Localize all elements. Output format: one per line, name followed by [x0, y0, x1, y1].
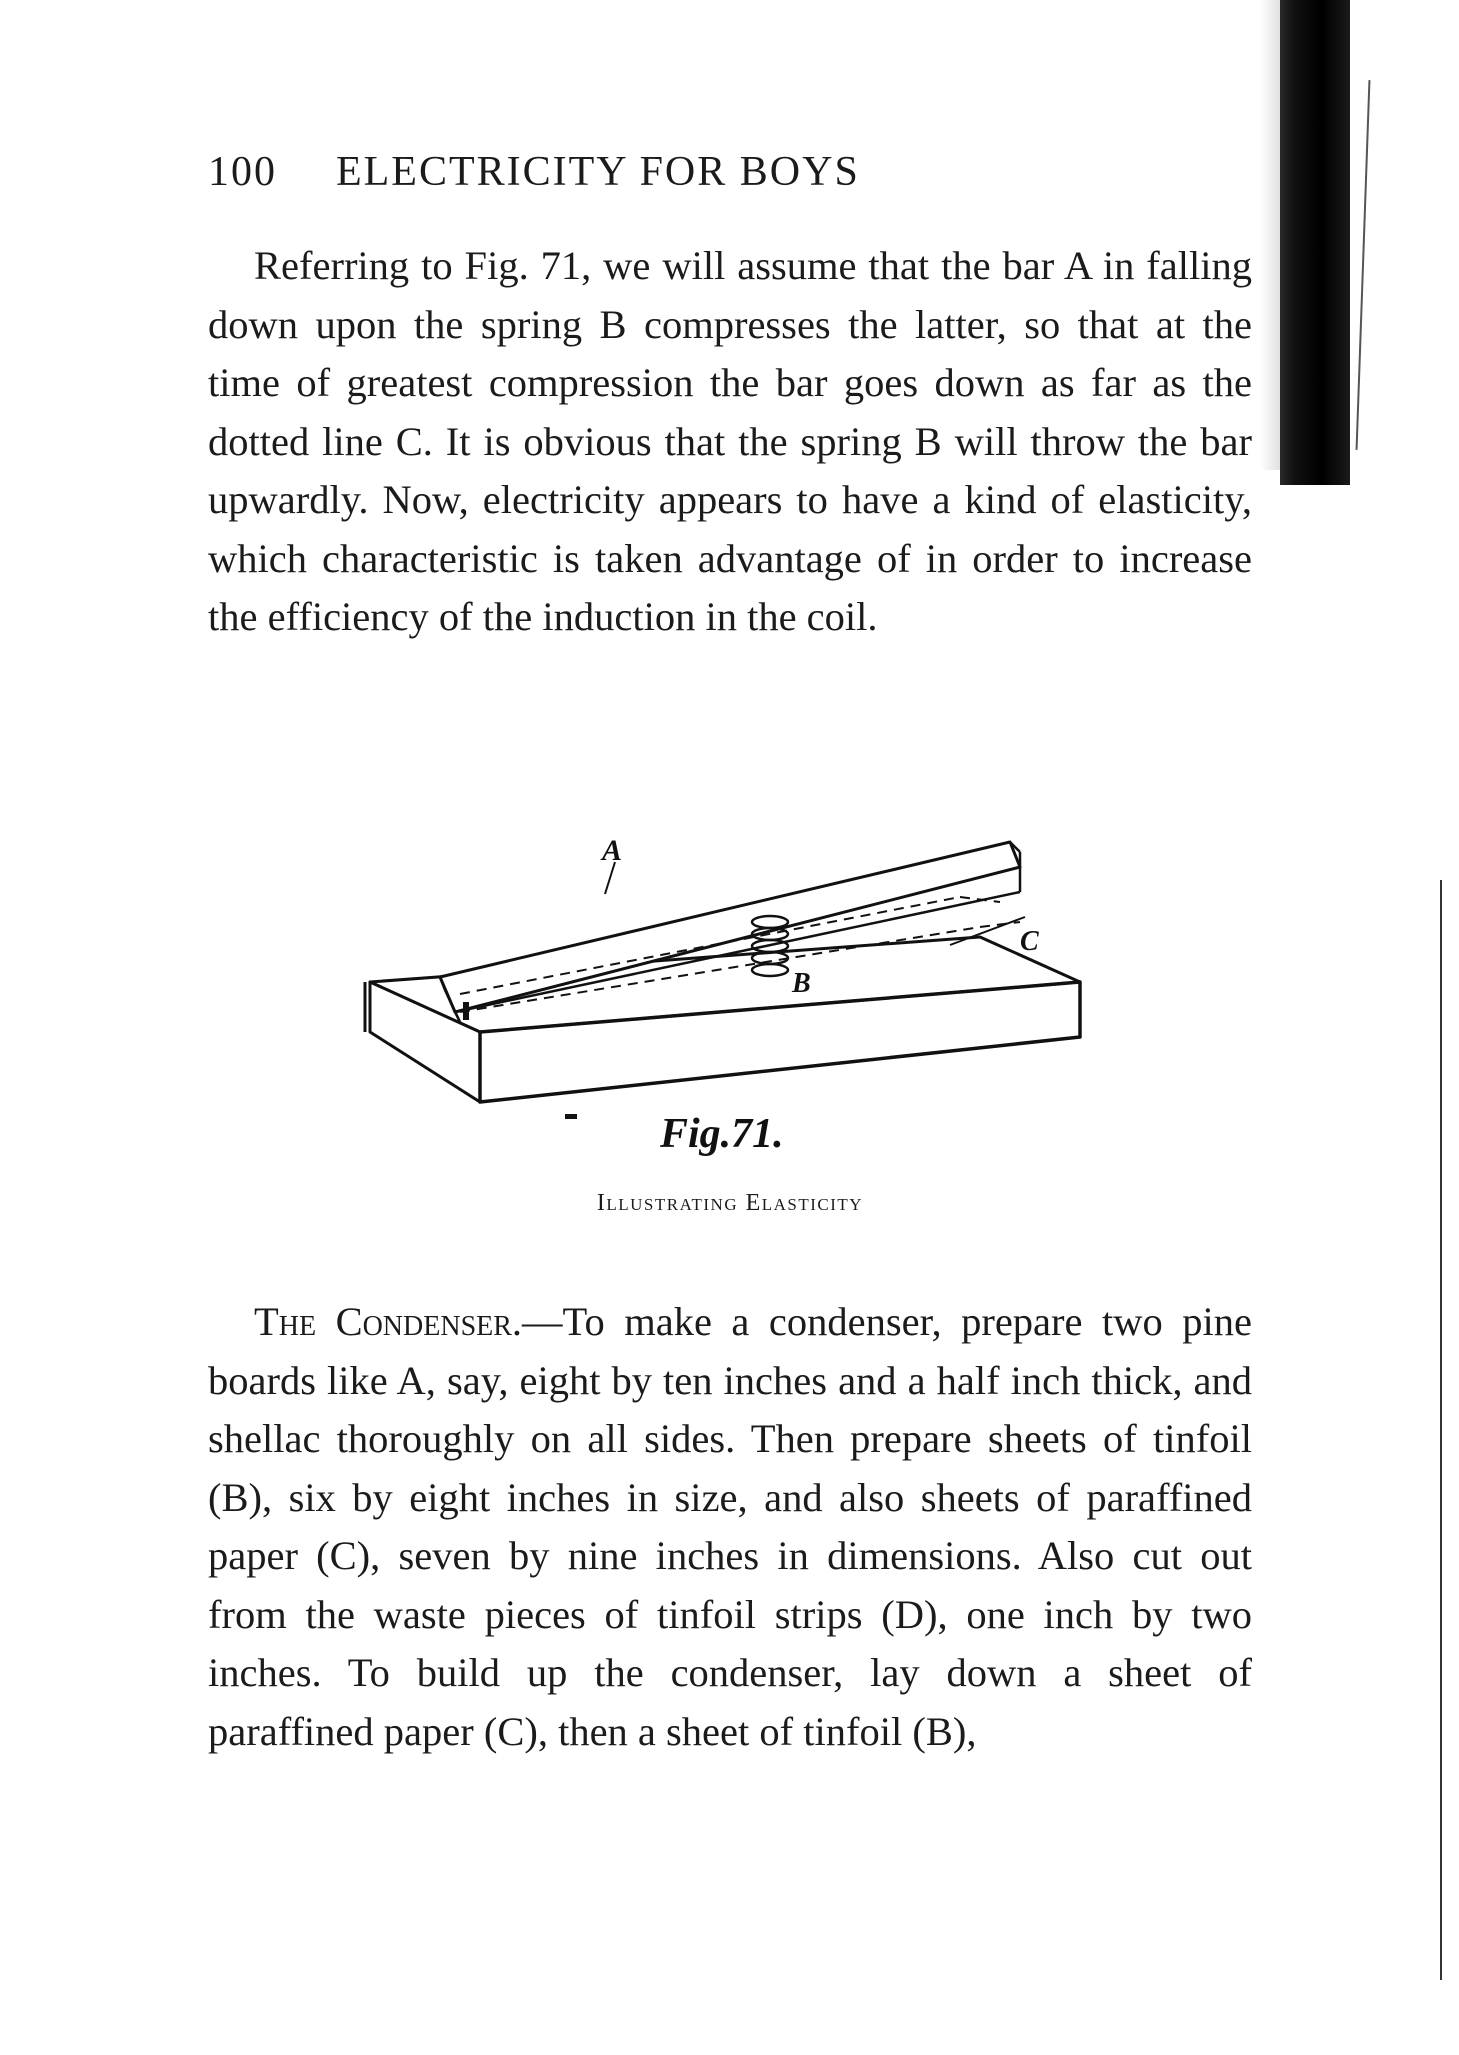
page-edge-line: [1440, 880, 1442, 1980]
section-heading: The Condenser.: [254, 1299, 523, 1344]
paragraph-1-text: Referring to Fig. 71, we will assume that the bar A in falling down upon the spring B compresses the latter, so that at the time of greatest compression the bar goes down as far as the dotted line C. It is obvious that the spring B will throw the bar upwardly. Now, electricity appears to have a kind of elasticity, which characteristic is taken advantage of in order to increase the efficiency of the induction in the coil.: [208, 243, 1252, 639]
figure-number-label: Fig.71.: [660, 1111, 784, 1157]
label-a: A: [602, 834, 623, 867]
label-b: B: [792, 968, 811, 999]
running-header: [208, 148, 1068, 196]
paragraph-elasticity: [208, 237, 1252, 647]
running-title: ELECTRICITY FOR BOYS: [336, 149, 860, 195]
paragraph-condenser: [208, 1293, 1252, 1761]
page-number: 100: [208, 149, 277, 195]
paragraph-2-text: To make a condenser, prepare two pine boards like A, say, eight by ten inches and a half inch thick, and shellac thoroughly on all sides. Then prepare sheets of tinfoil (B), six by eight inches in size, and also sheets of paraffined paper (C), seven by nine inches in dimensions. Also cut out from the waste pieces of tinfoil strips (D), one inch by two inches. To build up the condenser, lay down a sheet of paraffined paper (C), then a sheet of tinfoil (B),: [208, 1299, 1252, 1754]
page-edge-line-top: [1356, 80, 1371, 450]
heading-dash: —: [522, 1299, 563, 1344]
figure-71-illustration: [360, 822, 1100, 1162]
binding-strip: [1280, 0, 1350, 485]
figure-caption: Illustrating Elasticity: [596, 1190, 864, 1216]
label-c: C: [1020, 926, 1039, 957]
